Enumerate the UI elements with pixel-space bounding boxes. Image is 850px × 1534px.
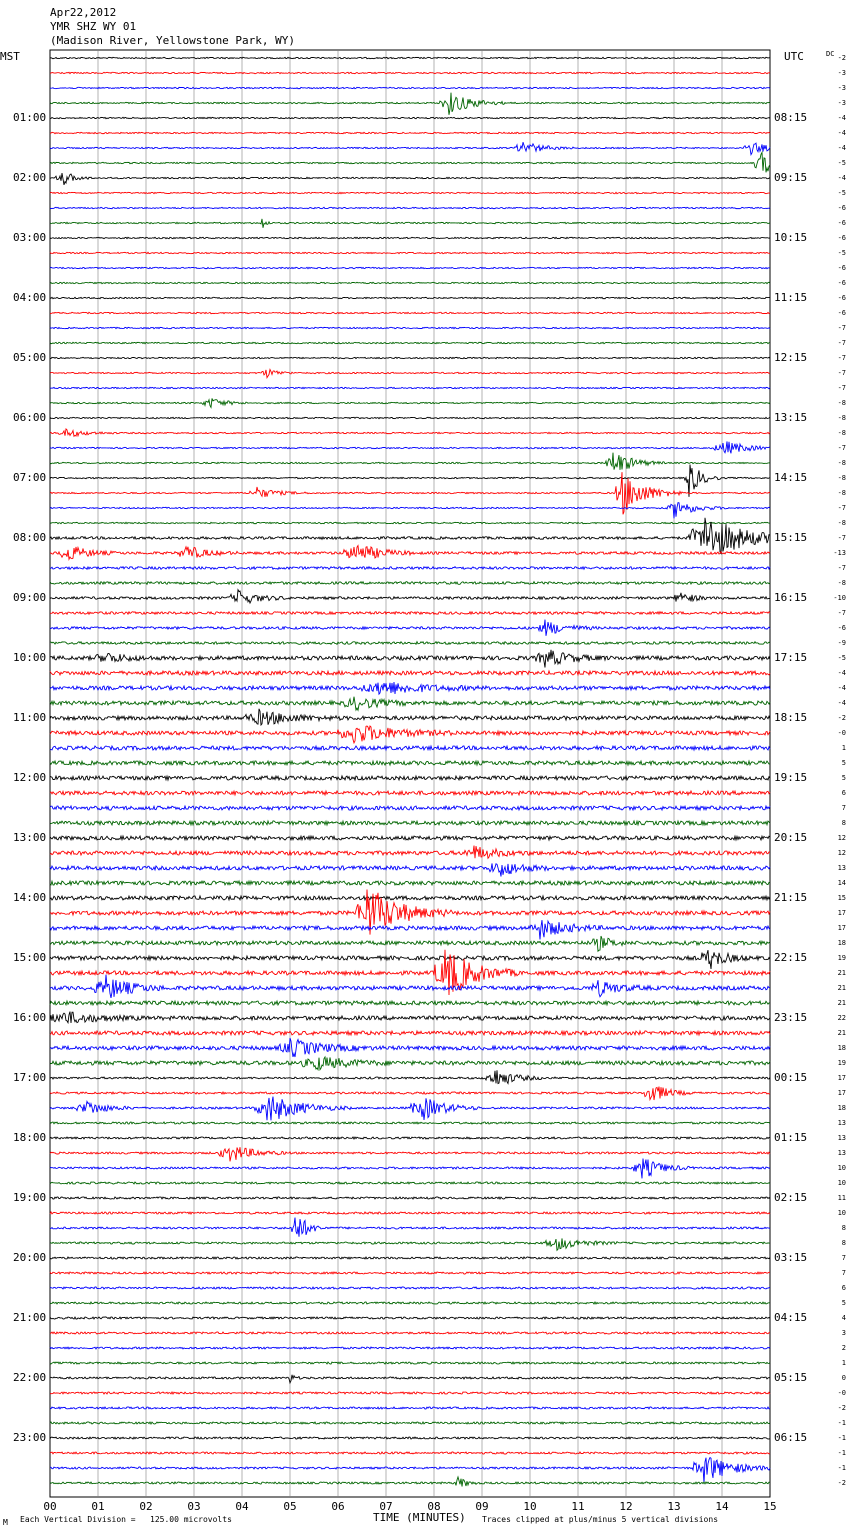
dc-label: DC	[826, 50, 835, 58]
seismic-trace	[50, 342, 770, 343]
x-tick-label: 08	[427, 1500, 441, 1513]
dc-offset-label: -7	[837, 534, 846, 542]
dc-offset-label: -6	[837, 219, 846, 227]
dc-offset-label: 10	[837, 1164, 846, 1172]
dc-offset-label: 21	[837, 1029, 846, 1037]
dc-offset-label: -13	[833, 549, 846, 557]
seismic-trace	[50, 387, 770, 388]
seismic-trace	[50, 1238, 770, 1250]
right-hour-label: 00:15	[774, 1071, 808, 1084]
seismic-trace	[50, 582, 770, 585]
x-tick-label: 11	[571, 1500, 585, 1513]
dc-offset-label: 21	[837, 969, 846, 977]
right-hour-label: 20:15	[774, 831, 808, 844]
seismic-trace	[50, 620, 770, 636]
dc-offset-label: -3	[837, 69, 846, 77]
left-hour-label: 06:00	[13, 411, 47, 424]
left-hour-label: 13:00	[13, 831, 47, 844]
left-hour-label: 12:00	[13, 771, 47, 784]
right-hour-label: 02:15	[774, 1191, 808, 1204]
right-hour-label: 18:15	[774, 711, 808, 724]
seismic-trace	[50, 896, 770, 900]
seismic-trace	[50, 726, 770, 743]
seismic-trace	[50, 1302, 770, 1304]
dc-offset-label: -2	[837, 54, 846, 62]
seismic-trace	[50, 252, 770, 253]
dc-offset-label: -6	[837, 309, 846, 317]
x-axis-label: TIME (MINUTES)	[373, 1511, 466, 1524]
right-hour-label: 15:15	[774, 531, 808, 544]
dc-offset-label: 6	[841, 789, 846, 797]
dc-offset-label: 17	[837, 1089, 846, 1097]
right-hour-label: 13:15	[774, 411, 808, 424]
x-tick-label: 01	[91, 1500, 105, 1513]
dc-offset-label: 10	[837, 1209, 846, 1217]
right-hour-label: 06:15	[774, 1431, 808, 1444]
seismic-trace	[50, 612, 770, 615]
seismic-trace	[50, 709, 770, 725]
seismic-trace	[50, 93, 770, 115]
right-axis-title: UTC	[784, 50, 804, 63]
dc-offset-label: 1	[841, 1359, 846, 1367]
seismic-trace	[50, 142, 770, 154]
clip-note: Traces clipped at plus/minus 5 vertical divisions	[482, 1515, 719, 1524]
seismic-trace	[50, 312, 770, 313]
dc-offset-label: -7	[837, 609, 846, 617]
seismic-trace	[50, 650, 770, 668]
dc-offset-label: -4	[837, 669, 846, 677]
left-hour-label: 15:00	[13, 951, 47, 964]
dc-offset-label: -4	[837, 684, 846, 692]
seismic-trace	[50, 153, 770, 173]
seismic-trace	[50, 87, 770, 88]
seismic-trace	[50, 836, 770, 840]
seismic-trace	[50, 1012, 770, 1023]
dc-offset-label: -6	[837, 264, 846, 272]
dc-offset-label: 5	[841, 759, 846, 767]
dc-offset-label: -1	[837, 1464, 846, 1472]
seismic-trace	[50, 642, 770, 645]
dc-offset-label: 17	[837, 1074, 846, 1082]
seismic-trace	[50, 1147, 770, 1161]
right-hour-label: 05:15	[774, 1371, 808, 1384]
seismic-trace	[50, 697, 770, 711]
dc-offset-label: -4	[837, 129, 846, 137]
dc-offset-label: 13	[837, 1149, 846, 1157]
dc-offset-label: 8	[841, 1239, 846, 1247]
left-hour-label: 18:00	[13, 1131, 47, 1144]
scale-prefix: Each Vertical Division =	[20, 1515, 136, 1524]
dc-offset-label: 5	[841, 774, 846, 782]
seismic-trace	[50, 1407, 770, 1409]
seismic-trace	[50, 1347, 770, 1349]
seismic-trace	[50, 567, 770, 570]
dc-offset-label: 1	[841, 744, 846, 752]
dc-offset-label: -7	[837, 369, 846, 377]
right-hour-label: 11:15	[774, 291, 808, 304]
seismic-trace	[50, 1097, 770, 1121]
dc-offset-label: -8	[837, 459, 846, 467]
seismic-trace	[50, 671, 770, 675]
corner-mark: M	[3, 1518, 8, 1527]
left-hour-label: 01:00	[13, 111, 47, 124]
seismic-trace	[50, 1375, 770, 1383]
dc-offset-label: -1	[837, 1419, 846, 1427]
seismic-trace	[50, 821, 770, 825]
dc-offset-label: -5	[837, 159, 846, 167]
seismic-trace	[50, 1122, 770, 1124]
dc-offset-label: 13	[837, 864, 846, 872]
seismic-trace	[50, 776, 770, 780]
dc-offset-label: 13	[837, 1134, 846, 1142]
x-tick-label: 02	[139, 1500, 153, 1513]
dc-offset-label: 18	[837, 1044, 846, 1052]
seismic-trace	[50, 881, 770, 885]
dc-offset-label: -2	[837, 1479, 846, 1487]
dc-offset-label: -3	[837, 99, 846, 107]
left-axis-title: MST	[0, 50, 20, 63]
seismic-trace	[50, 1070, 770, 1083]
seismic-trace	[50, 920, 770, 939]
x-tick-label: 09	[475, 1500, 489, 1513]
dc-offset-label: 7	[841, 1254, 846, 1262]
dc-offset-label: 17	[837, 909, 846, 917]
dc-offset-label: 19	[837, 1059, 846, 1067]
seismic-trace	[50, 1392, 770, 1394]
dc-offset-label: -8	[837, 474, 846, 482]
dc-offset-label: -7	[837, 384, 846, 392]
right-hour-label: 17:15	[774, 651, 808, 664]
left-hour-label: 16:00	[13, 1011, 47, 1024]
x-tick-label: 15	[763, 1500, 777, 1513]
left-hour-label: 14:00	[13, 891, 47, 904]
dc-offset-label: 17	[837, 924, 846, 932]
seismic-trace	[50, 1452, 770, 1454]
seismic-trace	[50, 1001, 770, 1005]
header-date: Apr22,2012	[50, 6, 117, 19]
left-hour-label: 07:00	[13, 471, 47, 484]
seismic-trace	[50, 219, 770, 228]
dc-offset-label: 21	[837, 984, 846, 992]
x-tick-label: 10	[523, 1500, 537, 1513]
dc-offset-label: -5	[837, 189, 846, 197]
dc-offset-label: -1	[837, 1434, 846, 1442]
seismic-trace	[50, 237, 770, 238]
dc-offset-label: 4	[841, 1314, 846, 1322]
left-hour-label: 04:00	[13, 291, 47, 304]
dc-offset-label: 2	[841, 1344, 846, 1352]
dc-offset-label: -6	[837, 204, 846, 212]
right-hour-label: 16:15	[774, 591, 808, 604]
dc-offset-label: -9	[837, 639, 846, 647]
seismic-trace	[50, 57, 770, 58]
dc-offset-label: -8	[837, 579, 846, 587]
seismic-trace	[50, 846, 770, 859]
seismic-trace	[50, 132, 770, 133]
left-hour-label: 11:00	[13, 711, 47, 724]
dc-offset-label: -2	[837, 714, 846, 722]
seismic-trace	[50, 1038, 770, 1057]
seismic-trace	[50, 1362, 770, 1364]
seismic-trace	[50, 1422, 770, 1424]
dc-offset-label: 3	[841, 1329, 846, 1337]
dc-offset-label: 12	[837, 849, 846, 857]
seismic-trace	[50, 429, 770, 436]
dc-offset-label: 15	[837, 894, 846, 902]
right-hour-label: 12:15	[774, 351, 808, 364]
dc-offset-label: -0	[837, 1389, 846, 1397]
left-hour-label: 09:00	[13, 591, 47, 604]
seismic-trace	[50, 370, 770, 378]
seismic-trace	[50, 1057, 770, 1070]
seismic-trace	[50, 441, 770, 453]
dc-offset-label: -7	[837, 444, 846, 452]
dc-offset-label: 10	[837, 1179, 846, 1187]
dc-offset-label: -1	[837, 1449, 846, 1457]
seismic-trace	[50, 1287, 770, 1289]
dc-offset-label: 8	[841, 819, 846, 827]
seismic-trace	[50, 207, 770, 208]
seismic-trace	[50, 1137, 770, 1139]
seismic-trace	[50, 453, 770, 470]
seismic-trace	[50, 267, 770, 268]
dc-offset-label: -6	[837, 294, 846, 302]
dc-offset-label: 5	[841, 1299, 846, 1307]
x-tick-label: 06	[331, 1500, 345, 1513]
dc-offset-label: 7	[841, 804, 846, 812]
dc-offset-label: -5	[837, 654, 846, 662]
dc-offset-label: -6	[837, 234, 846, 242]
x-tick-label: 13	[667, 1500, 681, 1513]
x-tick-label: 12	[619, 1500, 633, 1513]
seismic-trace	[50, 950, 770, 969]
plot-frame	[50, 50, 770, 1497]
right-hour-label: 14:15	[774, 471, 808, 484]
seismic-trace	[50, 1087, 770, 1100]
seismic-trace	[50, 398, 770, 407]
dc-offset-label: 22	[837, 1014, 846, 1022]
x-tick-label: 00	[43, 1500, 57, 1513]
right-hour-label: 03:15	[774, 1251, 808, 1264]
dc-offset-label: -8	[837, 489, 846, 497]
x-tick-label: 03	[187, 1500, 201, 1513]
dc-offset-label: -3	[837, 84, 846, 92]
right-hour-label: 21:15	[774, 891, 808, 904]
header-station: YMR SHZ WY 01	[50, 20, 137, 33]
seismic-trace	[50, 863, 770, 876]
seismic-trace	[50, 1218, 770, 1237]
seismic-trace	[50, 546, 770, 560]
seismic-trace	[50, 1212, 770, 1214]
dc-offset-label: 14	[837, 879, 846, 887]
seismic-trace	[50, 357, 770, 358]
right-hour-label: 19:15	[774, 771, 808, 784]
seismic-trace	[50, 791, 770, 795]
seismic-trace	[50, 1272, 770, 1274]
left-hour-label: 19:00	[13, 1191, 47, 1204]
seismic-trace	[50, 117, 770, 118]
dc-offset-label: -5	[837, 249, 846, 257]
dc-offset-label: -0	[837, 729, 846, 737]
dc-offset-label: -8	[837, 429, 846, 437]
right-hour-label: 23:15	[774, 1011, 808, 1024]
right-hour-label: 08:15	[774, 111, 808, 124]
dc-offset-label: -7	[837, 339, 846, 347]
seismic-trace	[50, 1437, 770, 1439]
x-tick-label: 07	[379, 1500, 393, 1513]
right-hour-label: 22:15	[774, 951, 808, 964]
dc-offset-label: 11	[837, 1194, 846, 1202]
left-hour-label: 05:00	[13, 351, 47, 364]
seismic-trace	[50, 1159, 770, 1179]
seismic-trace	[50, 297, 770, 298]
left-hour-label: 02:00	[13, 171, 47, 184]
dc-offset-label: 18	[837, 939, 846, 947]
dc-offset-label: -10	[833, 594, 846, 602]
dc-offset-label: -6	[837, 279, 846, 287]
dc-offset-label: -8	[837, 399, 846, 407]
left-hour-label: 21:00	[13, 1311, 47, 1324]
x-tick-label: 14	[715, 1500, 729, 1513]
dc-offset-label: -7	[837, 504, 846, 512]
seismic-trace	[50, 282, 770, 283]
seismic-trace	[50, 1477, 770, 1487]
seismic-trace	[50, 936, 770, 951]
left-hour-label: 03:00	[13, 231, 47, 244]
dc-offset-label: -8	[837, 414, 846, 422]
seismic-trace	[50, 1197, 770, 1199]
left-hour-label: 17:00	[13, 1071, 47, 1084]
dc-offset-label: -6	[837, 624, 846, 632]
seismic-trace	[50, 465, 770, 497]
seismic-trace	[50, 72, 770, 73]
dc-offset-label: 8	[841, 1224, 846, 1232]
left-hour-label: 20:00	[13, 1251, 47, 1264]
seismic-trace	[50, 1031, 770, 1035]
dc-offset-label: -8	[837, 519, 846, 527]
right-hour-label: 04:15	[774, 1311, 808, 1324]
seismic-trace	[50, 975, 770, 998]
dc-offset-label: 13	[837, 1119, 846, 1127]
x-tick-label: 04	[235, 1500, 249, 1513]
dc-offset-label: -4	[837, 699, 846, 707]
dc-offset-label: 21	[837, 999, 846, 1007]
dc-offset-label: -7	[837, 354, 846, 362]
left-hour-label: 08:00	[13, 531, 47, 544]
left-hour-label: 23:00	[13, 1431, 47, 1444]
left-hour-label: 10:00	[13, 651, 47, 664]
dc-offset-label: -7	[837, 564, 846, 572]
seismic-trace	[50, 522, 770, 523]
x-tick-label: 05	[283, 1500, 297, 1513]
dc-offset-label: -7	[837, 324, 846, 332]
seismic-trace	[50, 1332, 770, 1334]
dc-offset-label: 6	[841, 1284, 846, 1292]
right-hour-label: 01:15	[774, 1131, 808, 1144]
seismic-trace	[50, 1182, 770, 1184]
dc-offset-label: 0	[841, 1374, 846, 1382]
dc-offset-label: -4	[837, 114, 846, 122]
scale-value: 125.00 microvolts	[150, 1515, 232, 1524]
seismic-trace	[50, 746, 770, 750]
seismic-trace	[50, 682, 770, 694]
seismic-trace	[50, 761, 770, 765]
dc-offset-label: 7	[841, 1269, 846, 1277]
seismic-trace	[50, 417, 770, 418]
dc-offset-label: 12	[837, 834, 846, 842]
seismic-trace	[50, 590, 770, 603]
dc-offset-label: 18	[837, 1104, 846, 1112]
seismic-trace	[50, 173, 770, 185]
seismic-trace	[50, 806, 770, 810]
dc-offset-label: -2	[837, 1404, 846, 1412]
seismic-trace	[50, 1317, 770, 1319]
seismic-trace	[50, 327, 770, 328]
seismic-trace	[50, 503, 770, 519]
seismic-trace	[50, 192, 770, 193]
header-location: (Madison River, Yellowstone Park, WY)	[50, 34, 296, 47]
right-hour-label: 10:15	[774, 231, 808, 244]
dc-offset-label: 19	[837, 954, 846, 962]
seismic-trace	[50, 1257, 770, 1259]
left-hour-label: 22:00	[13, 1371, 47, 1384]
seismic-trace	[50, 1458, 770, 1484]
right-hour-label: 09:15	[774, 171, 808, 184]
dc-offset-label: -4	[837, 174, 846, 182]
dc-offset-label: -4	[837, 144, 846, 152]
